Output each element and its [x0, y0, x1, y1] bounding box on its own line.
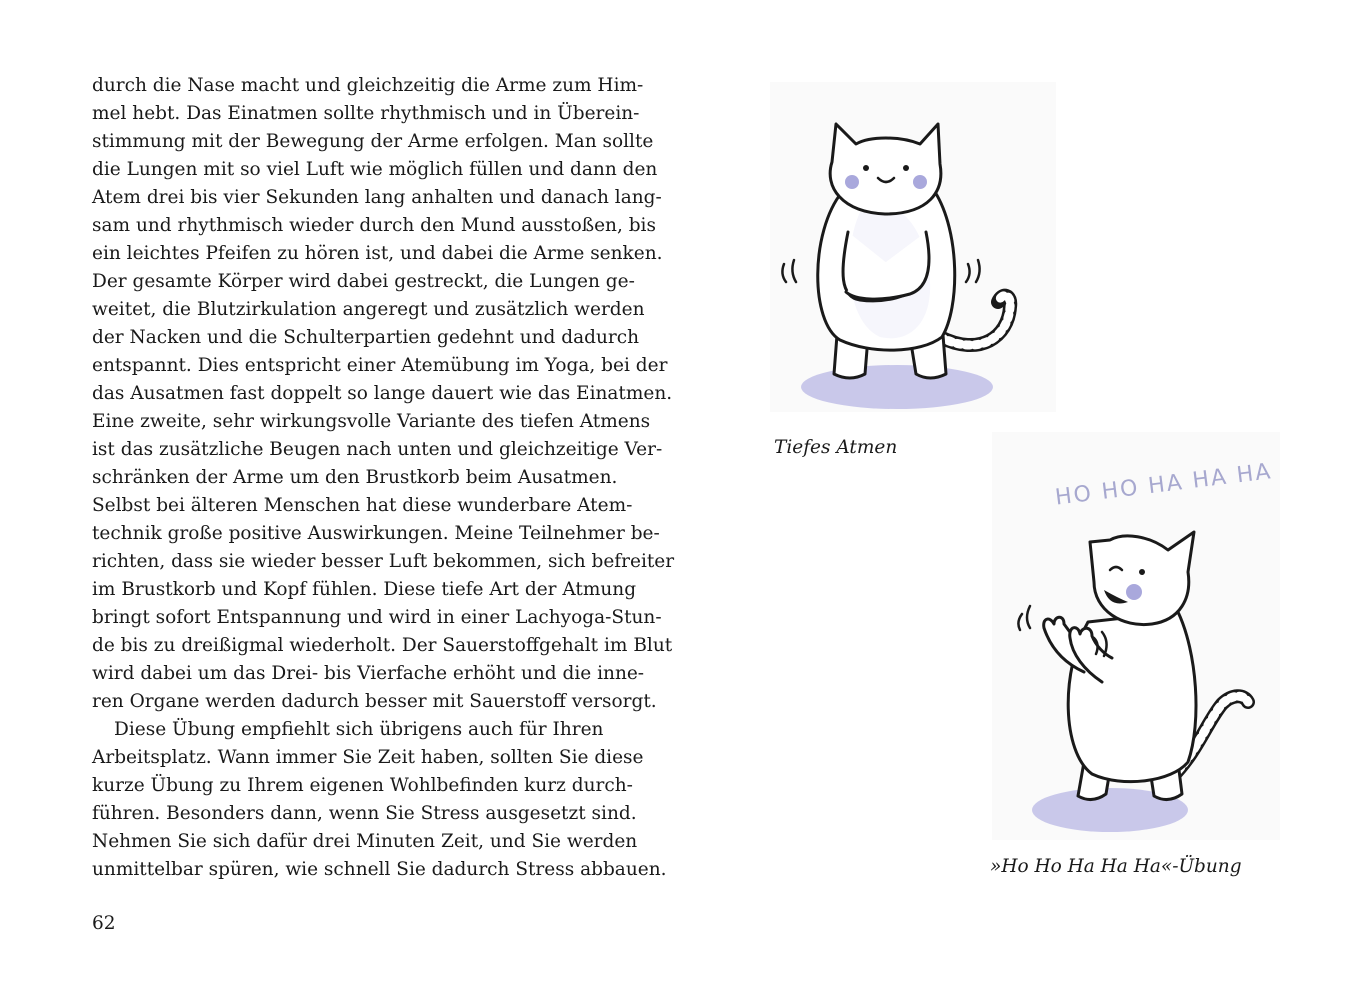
body-line: stimmung mit der Bewegung der Arme erfolgen. Man sollte [92, 131, 654, 152]
body-line: ren Organe werden dadurch besser mit Sauerstoff versorgt. [92, 691, 657, 712]
body-line: entspannt. Dies entspricht einer Atemübung im Yoga, bei der [92, 355, 668, 376]
body-line: weitet, die Blutzirkulation angeregt und zusätzlich werden [92, 299, 645, 320]
body-line: ist das zusätzliche Beugen nach unten und gleichzeitige Ver- [92, 439, 663, 460]
figure-caption: Tiefes Atmen [774, 437, 898, 458]
body-line: Der gesamte Körper wird dabei gestreckt, die Lungen ge- [92, 271, 635, 292]
body-line: Nehmen Sie sich dafür drei Minuten Zeit, und Sie werden [92, 831, 638, 852]
body-line: Eine zweite, sehr wirkungsvolle Variante des tiefen Atmens [92, 411, 651, 432]
body-line: schränken der Arme um den Brustkorb beim Ausatmen. [92, 467, 618, 488]
body-line: das Ausatmen fast doppelt so lange dauert wie das Einatmen. [92, 383, 673, 404]
body-line: führen. Besonders dann, wenn Sie Stress ausgesetzt sind. [92, 803, 637, 824]
cat-laughing-drawing [992, 432, 1280, 840]
cat-breathing-drawing [770, 82, 1056, 412]
body-line: wird dabei um das Drei- bis Vierfache erhöht und die inne- [92, 663, 645, 684]
body-line: im Brustkorb und Kopf fühlen. Diese tiefe Art der Atmung [92, 579, 637, 600]
body-line: der Nacken und die Schulterpartien gedehnt und dadurch [92, 327, 640, 348]
cat-laughing-illustration [992, 432, 1280, 840]
body-line: Selbst bei älteren Menschen hat diese wunderbare Atem- [92, 495, 633, 516]
body-line: Atem drei bis vier Sekunden lang anhalten und danach lang- [92, 187, 662, 208]
body-line: durch die Nase macht und gleichzeitig die Arme zum Him- [92, 75, 644, 96]
body-line: technik große positive Auswirkungen. Meine Teilnehmer be- [92, 523, 660, 544]
body-text [92, 72, 675, 884]
body-line: ein leichtes Pfeifen zu hören ist, und dabei die Arme senken. [92, 243, 663, 264]
body-line: de bis zu dreißigmal wiederholt. Der Sauerstoffgehalt im Blut [92, 635, 673, 656]
body-line: bringt sofort Entspannung und wird in einer Lachyoga-Stun- [92, 607, 662, 628]
handwritten-laugh-text: HO HO HA HA HA [1053, 459, 1274, 511]
ground-shadow [801, 365, 993, 409]
body-line: Diese Übung empfiehlt sich übrigens auch für Ihren [114, 719, 604, 740]
body-line: sam und rhythmisch wieder durch den Mund ausstoßen, bis [92, 215, 656, 236]
body-line: mel hebt. Das Einatmen sollte rhythmisch und in Überein- [92, 103, 640, 124]
page-number: 62 [92, 913, 116, 934]
body-line: unmittelbar spüren, wie schnell Sie dadurch Stress abbauen. [92, 859, 667, 880]
body-line: kurze Übung zu Ihrem eigenen Wohlbefinden kurz durch- [92, 775, 633, 796]
figure-caption: »Ho Ho Ha Ha Ha«-Übung [990, 856, 1242, 877]
body-line: die Lungen mit so viel Luft wie möglich füllen und dann den [92, 159, 658, 180]
cat-breathing-illustration [770, 82, 1056, 412]
body-line: richten, dass sie wieder besser Luft bekommen, sich befreiter [92, 551, 675, 572]
body-line: Arbeitsplatz. Wann immer Sie Zeit haben, sollten Sie diese [92, 747, 644, 768]
